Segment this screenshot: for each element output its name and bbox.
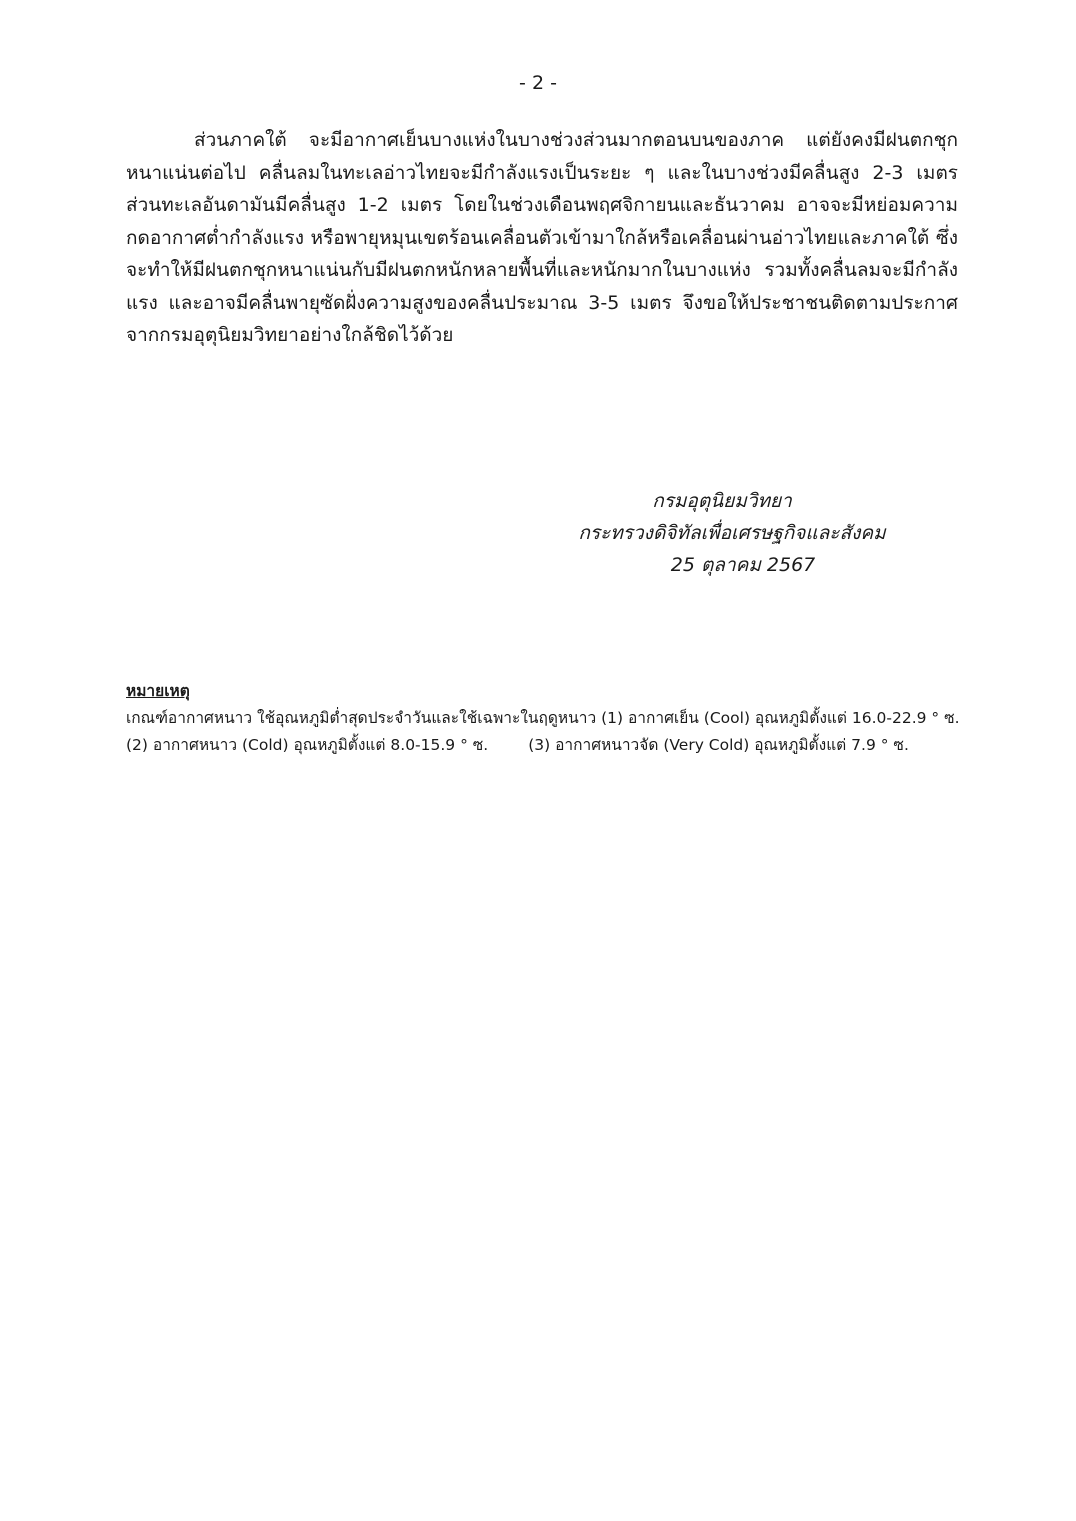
signature-date: 25 ตุลาคม 2567: [670, 554, 816, 576]
page-number: - 2 -: [519, 72, 557, 94]
signature-organization: กรมอุตุนิยมวิทยา: [652, 490, 792, 512]
notes-cold-criteria: (2) อากาศหนาว (Cold) อุณหภูมิตั้งแต่ 8.0-15.9 ° ซ.: [126, 736, 489, 754]
forecast-body: [126, 124, 958, 352]
southern-region-paragraph: ส่วนภาคใต้ จะมีอากาศเย็นบางแห่งในบางช่วงส่วนมากตอนบนของภาค แต่ยังคงมีฝนตกชุกหนาแน่นต่อไป คลื่นลมในทะเลอ่าวไทยจะมีกำลังแรงเป็นระยะ ๆ และในบางช่วงมีคลื่นสูง 2-3 เมตร ส่วนทะเลอันดามันมีคลื่นสูง 1-2 เมตร โดยในช่วงเดือนพฤศจิกายนและธันวาคม อาจจะมีหย่อมความกดอากาศต่ำกำลังแรง หรือพายุหมุนเขตร้อนเคลื่อนตัวเข้ามาใกล้หรือเคลื่อนผ่านอ่าวไทยและภาคใต้ ซึ่งจะทำให้มีฝนตกชุกหนาแน่นกับมีฝนตกหนักหลายพื้นที่และหนักมากในบางแห่ง รวมทั้งคลื่นลมจะมีกำลังแรง และอาจมีคลื่นพายุซัดฝั่งความสูงของคลื่นประมาณ 3-5 เมตร จึงขอให้ประชาชนติดตามประกาศจากกรมอุตุนิยมวิทยาอย่างใกล้ชิดไว้ด้วย: [126, 129, 958, 346]
notes-line-cool: เกณฑ์อากาศหนาว ใช้อุณหภูมิต่ำสุดประจำวันและใช้เฉพาะในฤดูหนาว (1) อากาศเย็น (Cool) อุณหภูมิตั้งแต่ 16.0-22.9 ° ซ.: [126, 709, 960, 727]
notes-section: [126, 678, 1006, 759]
notes-heading: หมายเหตุ: [126, 682, 190, 700]
signature-block: [560, 485, 980, 581]
notes-line-cold: [126, 732, 1006, 759]
notes-very-cold-criteria: (3) อากาศหนาวจัด (Very Cold) อุณหภูมิตั้งแต่ 7.9 ° ซ.: [528, 736, 909, 754]
signature-ministry: กระทรวงดิจิทัลเพื่อเศรษฐกิจและสังคม: [578, 522, 886, 544]
